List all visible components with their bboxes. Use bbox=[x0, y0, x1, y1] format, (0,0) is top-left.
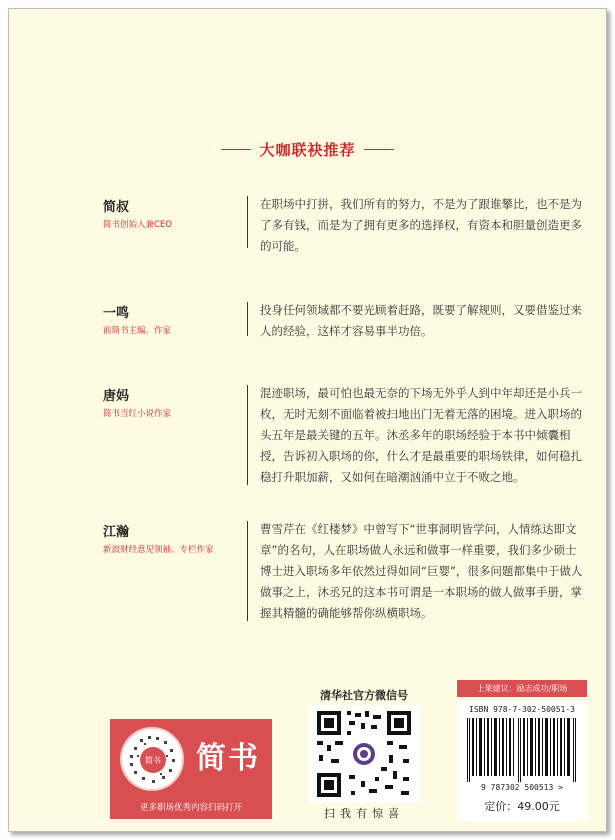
barcode-digits: 9 787302 500513 > bbox=[481, 783, 563, 792]
section-heading bbox=[9, 139, 606, 160]
divider-bar bbox=[247, 302, 248, 336]
wechat-caption: 扫我有惊喜 bbox=[324, 807, 404, 820]
jianshu-caption: 更多职场优秀内容扫码打开 bbox=[139, 803, 242, 813]
jianshu-qr-code[interactable] bbox=[120, 727, 184, 791]
wechat-qr-code[interactable] bbox=[309, 705, 419, 803]
recommender-name: 一鸣 bbox=[103, 306, 130, 321]
qr-pattern-icon bbox=[309, 705, 419, 803]
divider-bar bbox=[247, 385, 248, 485]
back-cover bbox=[8, 8, 607, 832]
price-label: 定价：49.00元 bbox=[484, 800, 560, 813]
jianshu-badge: 简书 bbox=[140, 747, 166, 773]
shelf-category-label: 上架建议：励志成功/职场 bbox=[457, 680, 587, 697]
wechat-title: 清华社官方微信号 bbox=[320, 689, 408, 702]
recommendation-quote: 在职场中打拼，我们所有的努力，不是为了跟谁攀比，也不是为了多有钱，而是为了拥有更多的选择权，有资本和胆量创造更多的可能。 bbox=[260, 197, 582, 253]
recommendation-quote: 曹雪芹在《红楼梦》中曾写下“世事洞明皆学问，人情练达即文章”的名句，人在职场做人永远和做事一样重要，我们多少硕士博士进入职场多年依然过得如同“巨婴”，很多问题都集中于做人做事之上，沐丞兄的这本书可谓是一本职场的做人做事手册，掌握其精髓的确能够帮你纵横职场。 bbox=[260, 522, 583, 620]
jianshu-brand: 简书 bbox=[196, 741, 260, 776]
heading-rule-right bbox=[364, 149, 394, 150]
recommender-name: 唐妈 bbox=[103, 389, 130, 404]
barcode-icon bbox=[465, 718, 579, 782]
jianshu-qr-card[interactable] bbox=[110, 719, 272, 819]
recommendation-quote: 投身任何领域都不要光顾着赶路，既要了解规则，又要借鉴过来人的经验，这样才容易事半功倍。 bbox=[260, 303, 582, 338]
heading-title: 大咖联袂推荐 bbox=[259, 141, 356, 159]
recommendation-quote: 混迹职场，最可怕也最无奈的下场无外乎人到中年却还是小兵一枚，无时无刻不面临着被扫地出门无着无落的困境。进入职场的头五年是最关键的五年。沐丞多年的职场经验于本书中倾囊相授，告诉初入职场的你，什么才是最重要的职场铁律，如何稳扎稳打升职加薪，又如何在暗潮汹涌中立于不败之地。 bbox=[260, 386, 582, 484]
isbn-text: ISBN 978-7-302-50051-3 bbox=[469, 705, 575, 714]
heading-rule-left bbox=[221, 149, 251, 150]
recommender-role: 前简书主编、作家 bbox=[103, 326, 172, 336]
recommender-role: 新浪财经意见领袖、专栏作家 bbox=[103, 545, 214, 555]
recommender-name: 江瀚 bbox=[103, 525, 130, 540]
divider-bar bbox=[247, 196, 248, 248]
recommender-role: 简书当红小说作家 bbox=[103, 409, 172, 419]
recommender-role: 简书创始人兼CEO bbox=[103, 220, 172, 230]
recommender-name: 简叔 bbox=[103, 200, 130, 215]
isbn-barcode-block bbox=[457, 701, 587, 821]
divider-bar bbox=[247, 521, 248, 621]
